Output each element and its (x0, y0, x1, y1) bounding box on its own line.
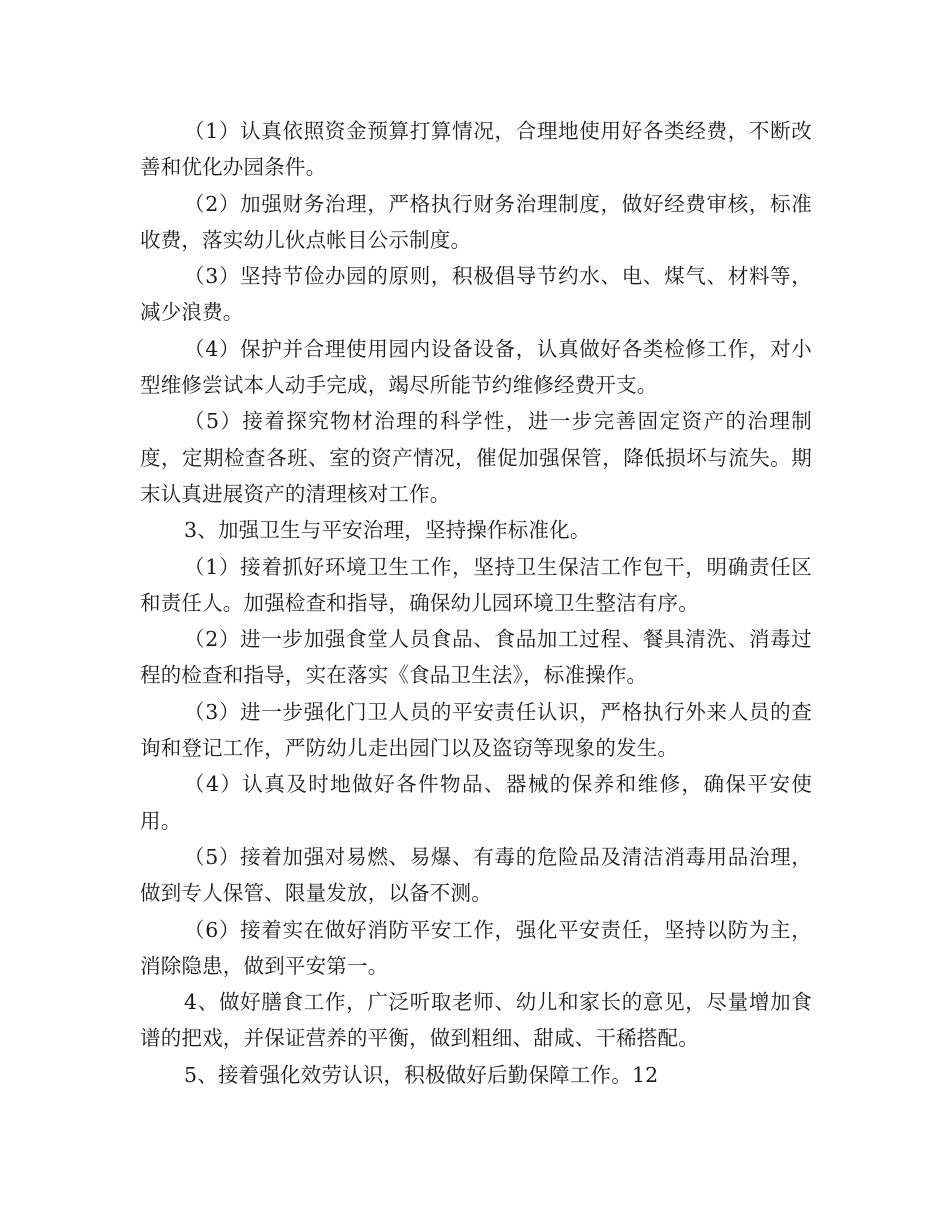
paragraph-hazardous-materials: （5）接着加强对易燃、易爆、有毒的危险品及清洁消毒用品治理，做到专人保管、限量发放，以备不测。 (140, 844, 812, 906)
paragraph-finance-management: （2）加强财务治理，严格执行财务治理制度，做好经费审核，标准收费，落实幼儿伙点帐目公示制度。 (140, 191, 812, 252)
paragraph-equipment-upkeep: （4）认真及时地做好各件物品、器械的保养和维修，确保平安使用。 (140, 772, 812, 833)
paragraph-equipment-maintenance: （4）保护并合理使用园内设备设备，认真做好各类检修工作，对小型维修尝试本人动手完成，竭尽所能节约维修经费开支。 (140, 336, 812, 398)
paragraph-thrift: （3）坚持节俭办园的原则，积极倡导节约水、电、煤气、材料等，减少浪费。 (140, 264, 812, 325)
paragraph-gatekeeper-safety: （3）进一步强化门卫人员的平安责任认识，严格执行外来人员的查询和登记工作，严防幼儿走出园门以及盗窃等现象的发生。 (140, 699, 812, 761)
paragraph-asset-management: （5）接着探究物材治理的科学性，进一步完善固定资产的治理制度，定期检查各班、室的资产情况，催促加强保管，降低损坏与流失。期末认真进展资产的清理核对工作。 (140, 409, 812, 506)
section-heading-hygiene-safety: 3、加强卫生与平安治理，坚持操作标准化。 (184, 518, 591, 543)
section-heading-service: 5、接着强化效劳认识，积极做好后勤保障工作。12 (184, 1062, 659, 1087)
document-body (140, 113, 812, 1093)
section-heading-meals: 4、做好膳食工作，广泛听取老师、幼儿和家长的意见，尽量增加食谱的把戏，并保证营养的平衡，做到粗细、甜咸、干稀搭配。 (140, 990, 812, 1051)
paragraph-finance-budget: （1）认真依照资金预算打算情况，合理地使用好各类经费，不断改善和优化办园条件。 (140, 119, 812, 180)
paragraph-environment-hygiene: （1）接着抓好环境卫生工作，坚持卫生保洁工作包干，明确责任区和责任人。加强检查和指导，确保幼儿园环境卫生整洁有序。 (140, 554, 812, 615)
paragraph-canteen-food: （2）进一步加强食堂人员食品、食品加工过程、餐具清洗、消毒过程的检查和指导，实在落实《食品卫生法》，标准操作。 (140, 627, 812, 688)
paragraph-fire-safety: （6）接着实在做好消防平安工作，强化平安责任，坚持以防为主，消除隐患，做到平安第一。 (140, 917, 812, 978)
